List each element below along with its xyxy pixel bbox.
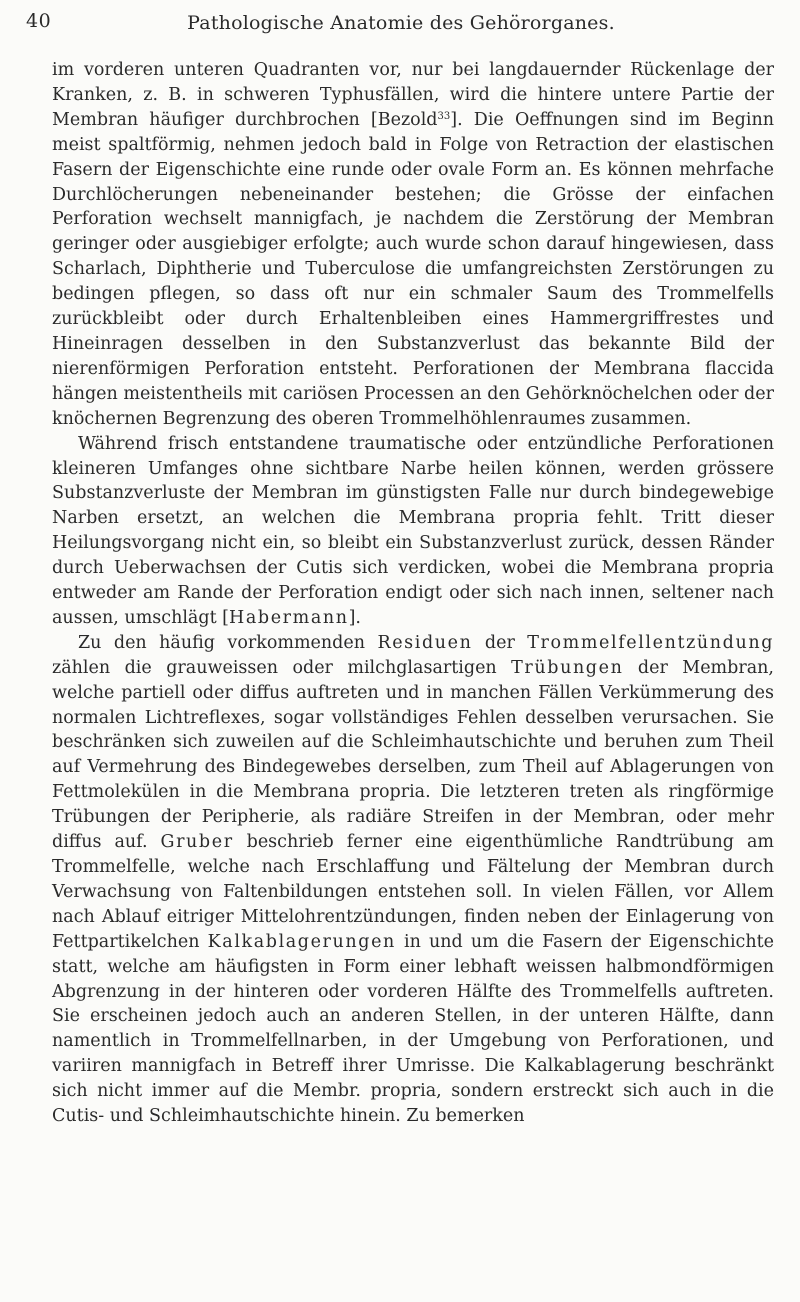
text-run: Während frisch entstandene traumatische oder entzündliche Perforationen kleineren Umfanges ohne sichtbare Narbe heilen können, werden grössere Substanzverluste der Membran im günstigsten Falle nur durch bindegewebige Narben ersetzt, an welchen die Membrana propria fehlt. Tritt dieser Heilungsvorgang nicht ein, so bleibt ein Substanzverlust zurück, dessen Ränder durch Ueberwachsen der Cutis sich verdicken, wobei die Membrana propria entweder am Rande der Perforation endigt oder sich nach innen, seltener nach aussen, umschlägt [ xyxy=(52,433,774,628)
emphasized-term: Residuen xyxy=(377,632,473,653)
text-run: Zu den häufig vorkommenden xyxy=(78,632,378,653)
reference-superscript: 33 xyxy=(437,110,451,122)
emphasized-term: Habermann xyxy=(229,607,349,628)
page-header xyxy=(26,10,776,40)
running-title: Pathologische Anatomie des Gehörorganes. xyxy=(187,12,615,34)
text-run: ]. Die Oeffnungen sind im Beginn meist spaltförmig, nehmen jedoch bald in Folge von Retraction der elastischen Fasern der Eigenschichte eine runde oder ovale Form an. Es können mehrfache Durchlöcherungen nebeneinander bestehen; die Grösse der einfachen Perforation wechselt mannigfach, je nachdem die Zerstörung der Membran geringer oder ausgiebiger erfolgte; auch wurde schon darauf hingewiesen, dass Scharlach, Diphtherie und Tuberculose die umfangreichsten Zerstörungen zu bedingen pflegen, so dass oft nur ein schmaler Saum des Trommelfells zurückbleibt oder durch Erhaltenbleiben eines Hammergriffrestes und Hineinragen desselben in den Substanzverlust das bekannte Bild der nierenförmigen Perforation entsteht. Perforationen der Membrana flaccida hängen meistentheils mit cariösen Processen an den Gehörknöchelchen oder der knöchernen Begrenzung des oberen Trommelhöhlenraumes zusammen. xyxy=(52,109,775,429)
text-run: der xyxy=(472,632,528,653)
text-run: ]. xyxy=(348,607,361,628)
text-run: zählen die grauweissen oder milchglasartigen xyxy=(52,657,512,678)
emphasized-term: Trommelfellentzündung xyxy=(527,632,774,653)
text-run: beschrieb ferner eine eigenthümliche Randtrübung am Trommelfelle, welche nach Erschlaffung und Fältelung der Membran durch Verwachsung von Faltenbildungen entstehen soll. In vielen Fällen, vor Allem nach Ablauf eitriger Mittelohrentzündungen, finden neben der Einlagerung von Fettpartikelchen xyxy=(52,832,774,952)
text-run: in und um die Fasern der Eigenschichte statt, welche am häufigsten in Form einer lebhaft weissen halbmondförmigen Abgrenzung in der hinteren oder vorderen Hälfte des Trommelfells auftreten. Sie erscheinen jedoch auch an anderen Stellen, in der unteren Hälfte, dann namentlich in Trommelfellnarben, in der Umgebung von Perforationen, und variiren mannigfach in Betreff ihrer Umrisse. Die Kalkablagerung beschränkt sich nicht immer auf die Membr. propria, sondern erstreckt sich auch in die Cutis- und Schleimhautschichte hinein. Zu bemerken xyxy=(52,931,774,1127)
emphasized-term: Gruber xyxy=(160,832,234,853)
page-number: 40 xyxy=(26,10,52,32)
emphasized-term: Kalkablagerungen xyxy=(207,931,396,952)
paragraph xyxy=(52,432,774,631)
text-run: im vorderen unteren Quadranten vor, nur bei langdauernder Rückenlage der Kranken, z. B. in schweren Typhusfällen, wird die hintere untere Partie der Membran häufiger durchbrochen [Bezold xyxy=(52,60,774,130)
paragraph xyxy=(52,58,774,432)
body-text xyxy=(52,58,774,1129)
paragraph xyxy=(52,631,774,1129)
text-run: der Membran, welche partiell oder diffus auftreten und in manchen Fällen Verkümmerung des normalen Lichtreflexes, sogar vollständiges Fehlen desselben verursachen. Sie beschränken sich zuweilen auf die Schleimhautschichte und beruhen zum Theil auf Vermehrung des Bindegewebes derselben, zum Theil auf Ablagerungen von Fettmolekülen in die Membrana propria. Die letzteren treten als ringförmige Trübungen der Peripherie, als radiäre Streifen in der Membran, oder mehr diffus auf. xyxy=(52,657,774,853)
emphasized-term: Trübungen xyxy=(511,657,624,678)
